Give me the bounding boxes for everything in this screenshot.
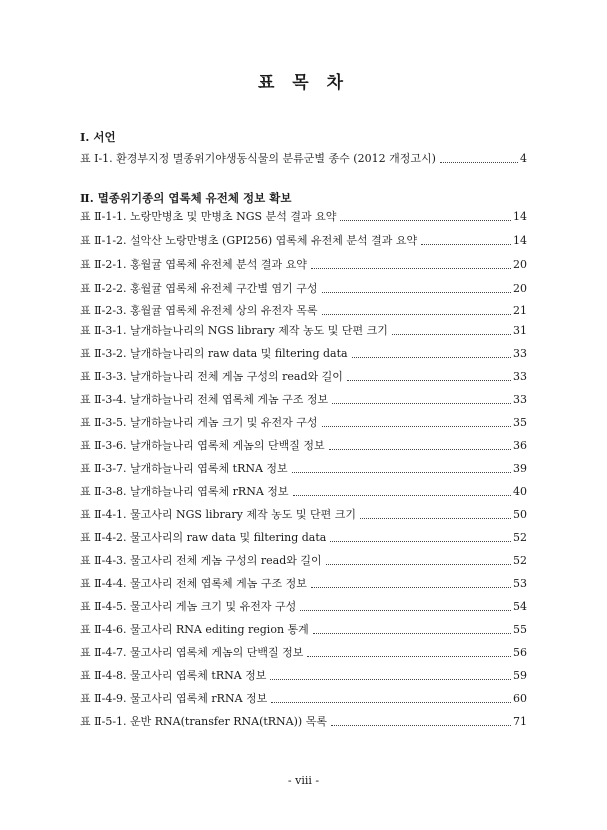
toc-entry-label: 표 Ⅱ-3-5. 날개하늘나리 게놈 크기 및 유전자 구성 <box>80 416 318 429</box>
toc-entry[interactable] <box>80 322 527 340</box>
toc-entry[interactable] <box>80 529 527 547</box>
toc-entry-page: 20 <box>513 258 527 271</box>
toc-entry-page: 36 <box>513 439 527 452</box>
toc-entry-page: 59 <box>513 669 527 682</box>
leader-dots <box>440 162 518 163</box>
toc-entry[interactable] <box>80 368 527 386</box>
toc-entry-page: 52 <box>513 554 527 567</box>
leader-dots <box>307 656 511 657</box>
leader-dots <box>421 244 511 245</box>
toc-entry[interactable] <box>80 552 527 570</box>
toc-entry-page: 4 <box>520 152 527 165</box>
leader-dots <box>313 633 511 634</box>
toc-entry-label: 표 Ⅱ-3-3. 날개하늘나리 전체 게놈 구성의 read와 길이 <box>80 370 343 383</box>
toc-entry[interactable] <box>80 280 527 298</box>
toc-entry-page: 33 <box>513 393 527 406</box>
toc-entry[interactable] <box>80 232 527 250</box>
leader-dots <box>326 564 511 565</box>
leader-dots <box>270 679 511 680</box>
toc-entry[interactable] <box>80 713 527 731</box>
toc-entry-page: 71 <box>513 715 527 728</box>
toc-entry-page: 21 <box>513 304 527 317</box>
toc-entry[interactable] <box>80 621 527 639</box>
leader-dots <box>311 268 511 269</box>
toc-entry-page: 14 <box>513 210 527 223</box>
leader-dots <box>292 472 511 473</box>
toc-entry[interactable] <box>80 302 527 320</box>
toc-entry-label: 표 Ⅰ-1. 환경부지정 멸종위기야생동식물의 분류군별 종수 (2012 개정고시) <box>80 152 436 165</box>
toc-entry[interactable] <box>80 208 527 226</box>
toc-entry-page: 54 <box>513 600 527 613</box>
toc-entry[interactable] <box>80 644 527 662</box>
leader-dots <box>347 380 511 381</box>
leader-dots <box>340 220 511 221</box>
toc-entry-page: 33 <box>513 370 527 383</box>
toc-entry-label: 표 Ⅱ-5-1. 운반 RNA(transfer RNA(tRNA)) 목록 <box>80 715 327 728</box>
toc-entry[interactable] <box>80 598 527 616</box>
toc-entry[interactable] <box>80 575 527 593</box>
toc-entry[interactable] <box>80 391 527 409</box>
toc-entry[interactable] <box>80 437 527 455</box>
toc-entry-label: 표 Ⅱ-3-4. 날개하늘나리 전체 엽록체 게놈 구조 정보 <box>80 393 329 406</box>
toc-entry-page: 35 <box>513 416 527 429</box>
toc-entry[interactable] <box>80 345 527 363</box>
leader-dots <box>322 314 511 315</box>
toc-entry-label: 표 Ⅱ-4-4. 물고사리 전체 엽록체 게놈 구조 정보 <box>80 577 307 590</box>
leader-dots <box>392 334 511 335</box>
leader-dots <box>332 403 511 404</box>
toc-entry-page: 50 <box>513 508 527 521</box>
toc-entry[interactable] <box>80 667 527 685</box>
toc-entry-page: 20 <box>513 282 527 295</box>
toc-entry-label: 표 Ⅱ-4-5. 물고사리 게놈 크기 및 유전자 구성 <box>80 600 297 613</box>
page-title: 표 목 차 <box>257 73 350 93</box>
leader-dots <box>329 449 511 450</box>
toc-entry[interactable] <box>80 414 527 432</box>
leader-dots <box>322 292 511 293</box>
toc-entry-page: 33 <box>513 347 527 360</box>
toc-entry-page: 31 <box>513 324 527 337</box>
leader-dots <box>271 702 511 703</box>
toc-entry-page: 53 <box>513 577 527 590</box>
toc-entry-page: 40 <box>513 485 527 498</box>
toc-entry-page: 52 <box>513 531 527 544</box>
toc-entry-label: 표 Ⅱ-2-3. 홍월귤 엽록체 유전체 상의 유전자 목록 <box>80 304 318 317</box>
toc-entry-label: 표 Ⅱ-4-7. 물고사리 엽록체 게놈의 단백질 정보 <box>80 646 304 659</box>
leader-dots <box>330 541 511 542</box>
toc-entry-page: 14 <box>513 234 527 247</box>
leader-dots <box>300 610 511 611</box>
toc-entry-page: 60 <box>513 692 527 705</box>
toc-entry[interactable] <box>80 460 527 478</box>
toc-entry-label: 표 Ⅱ-3-7. 날개하늘나리 엽록체 tRNA 정보 <box>80 462 288 475</box>
toc-entry-page: 55 <box>513 623 527 636</box>
toc-entry-page: 56 <box>513 646 527 659</box>
leader-dots <box>322 426 511 427</box>
section-heading-2: Ⅱ. 멸종위기종의 엽록체 유전체 정보 확보 <box>80 191 292 205</box>
section-heading-1: Ⅰ. 서언 <box>80 130 116 144</box>
toc-entry-page: 39 <box>513 462 527 475</box>
toc-entry[interactable] <box>80 150 527 168</box>
toc-entry-label: 표 Ⅱ-3-2. 날개하늘나리의 raw data 및 filtering data <box>80 347 348 360</box>
toc-entry-label: 표 Ⅱ-1-1. 노랑만병초 및 만병초 NGS 분석 결과 요약 <box>80 210 337 223</box>
leader-dots <box>360 518 511 519</box>
toc-entry[interactable] <box>80 690 527 708</box>
toc-entry-label: 표 Ⅱ-1-2. 설악산 노랑만병초 (GPI256) 엽록체 유전체 분석 결과 요약 <box>80 234 418 247</box>
toc-entry-label: 표 Ⅱ-3-1. 날개하늘나리의 NGS library 제작 농도 및 단편 크기 <box>80 324 388 337</box>
toc-entry-label: 표 Ⅱ-4-6. 물고사리 RNA editing region 통계 <box>80 623 309 636</box>
toc-entry[interactable] <box>80 256 527 274</box>
toc-entry-label: 표 Ⅱ-4-3. 물고사리 전체 게놈 구성의 read와 길이 <box>80 554 322 567</box>
toc-entry-label: 표 Ⅱ-4-2. 물고사리의 raw data 및 filtering data <box>80 531 327 544</box>
toc-entry-label: 표 Ⅱ-4-9. 물고사리 엽록체 rRNA 정보 <box>80 692 268 705</box>
toc-entry-label: 표 Ⅱ-3-8. 날개하늘나리 엽록체 rRNA 정보 <box>80 485 289 498</box>
toc-entry-label: 표 Ⅱ-3-6. 날개하늘나리 엽록체 게놈의 단백질 정보 <box>80 439 325 452</box>
leader-dots <box>352 357 511 358</box>
leader-dots <box>331 725 511 726</box>
leader-dots <box>293 495 511 496</box>
toc-entry-label: 표 Ⅱ-2-2. 홍월귤 엽록체 유전체 구간별 염기 구성 <box>80 282 318 295</box>
toc-entry-label: 표 Ⅱ-4-8. 물고사리 엽록체 tRNA 정보 <box>80 669 267 682</box>
toc-entry[interactable] <box>80 506 527 524</box>
page-number-footer: - viii - <box>287 774 320 787</box>
toc-entry-label: 표 Ⅱ-4-1. 물고사리 NGS library 제작 농도 및 단편 크기 <box>80 508 356 521</box>
leader-dots <box>311 587 511 588</box>
toc-entry[interactable] <box>80 483 527 501</box>
toc-entry-label: 표 Ⅱ-2-1. 홍월귤 엽록체 유전체 분석 결과 요약 <box>80 258 307 271</box>
